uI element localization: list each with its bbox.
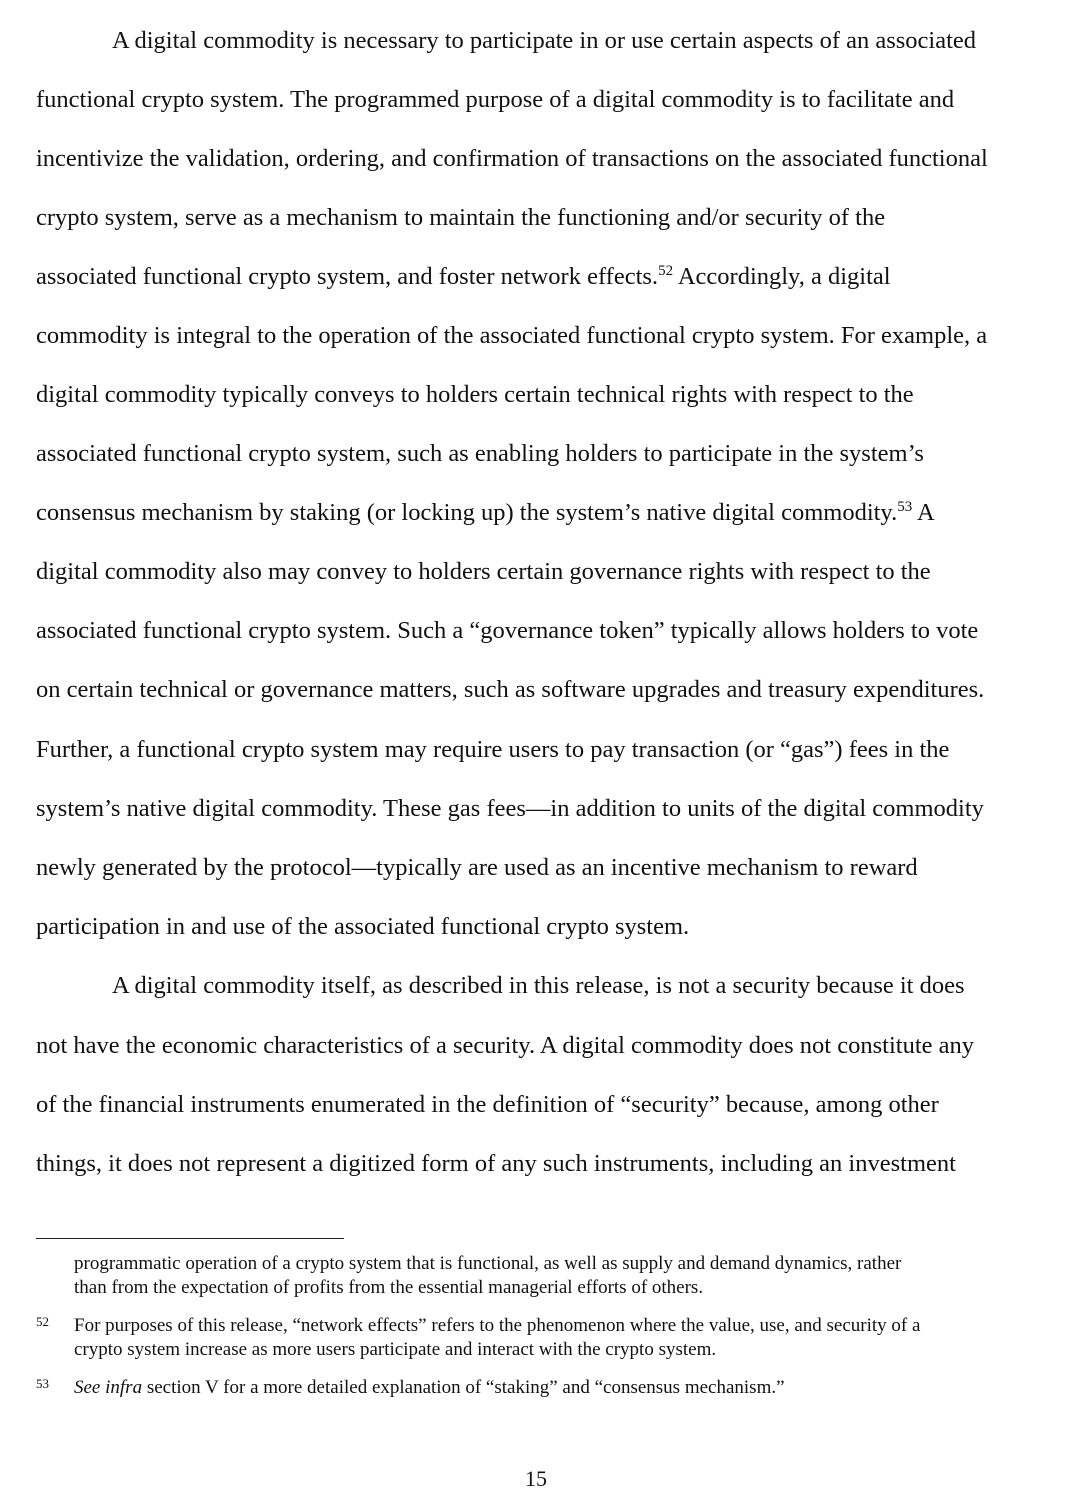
footnote-separator — [36, 1238, 344, 1239]
body-line-10: digital commodity also may convey to holders certain governance rights with respect to the — [36, 558, 931, 585]
footnote-53-infra: infra — [105, 1377, 143, 1398]
body-line-1: A digital commodity is necessary to participate in or use certain aspects of an associated — [112, 27, 977, 54]
body-line-6: commodity is integral to the operation of the associated functional crypto system. For example, a — [36, 322, 988, 349]
body-line-20: things, it does not represent a digitized form of any such instruments, including an investment — [36, 1150, 956, 1177]
body-line-19: of the financial instruments enumerated in the definition of “security” because, among other — [36, 1091, 939, 1118]
body-line-4: crypto system, serve as a mechanism to maintain the functioning and/or security of the — [36, 204, 886, 231]
footnote-53-text: section V for a more detailed explanation of “staking” and “consensus mechanism.” — [142, 1377, 785, 1398]
body-line-9-text: consensus mechanism by staking (or locking up) the system’s native digital commodity. — [36, 499, 898, 526]
body-line-5 — [36, 262, 891, 292]
footnote-53-line-1 — [74, 1376, 785, 1400]
body-line-15: newly generated by the protocol—typically are used as an incentive mechanism to reward — [36, 854, 918, 881]
footnote-52-line-1: For purposes of this release, “network effects” refers to the phenomenon where the value, use, and security of a — [74, 1315, 921, 1336]
body-line-18: not have the economic characteristics of a security. A digital commodity does not constitute any — [36, 1032, 974, 1059]
body-line-7: digital commodity typically conveys to holders certain technical rights with respect to the — [36, 381, 914, 408]
footnote-continuation-line-1: programmatic operation of a crypto system that is functional, as well as supply and demand dynamics, rather — [74, 1253, 902, 1274]
body-line-8: associated functional crypto system, such as enabling holders to participate in the system’s — [36, 440, 924, 467]
body-line-9 — [36, 498, 935, 528]
footnote-ref-52[interactable]: 52 — [658, 263, 674, 279]
body-line-12: on certain technical or governance matters, such as software upgrades and treasury expenditures. — [36, 676, 985, 703]
footnote-52-line-2: crypto system increase as more users participate and interact with the crypto system. — [74, 1339, 717, 1360]
footnote-53-number: 53 — [36, 1376, 49, 1391]
body-line-14: system’s native digital commodity. These gas fees—in addition to units of the digital commodity — [36, 795, 984, 822]
footnote-ref-53[interactable]: 53 — [897, 499, 913, 515]
footnote-53-see: See — [74, 1377, 101, 1398]
body-line-5-tail: Accordingly, a digital — [677, 263, 891, 290]
body-line-11: associated functional crypto system. Such a “governance token” typically allows holders to vote — [36, 617, 979, 644]
footnote-52-number: 52 — [36, 1314, 49, 1329]
body-line-13: Further, a functional crypto system may require users to pay transaction (or “gas”) fees in the — [36, 736, 950, 763]
body-line-5-text: associated functional crypto system, and foster network effects. — [36, 263, 659, 290]
footnote-continuation-line-2: than from the expectation of profits from the essential managerial efforts of others. — [74, 1277, 704, 1298]
body-line-9-tail: A — [917, 499, 935, 526]
body-line-16: participation in and use of the associated functional crypto system. — [36, 913, 690, 940]
body-line-3: incentivize the validation, ordering, and confirmation of transactions on the associated functional — [36, 145, 988, 172]
page-number: 15 — [525, 1466, 547, 1491]
body-line-2: functional crypto system. The programmed purpose of a digital commodity is to facilitate and — [36, 86, 955, 113]
body-line-17: A digital commodity itself, as described in this release, is not a security because it does — [112, 972, 965, 999]
